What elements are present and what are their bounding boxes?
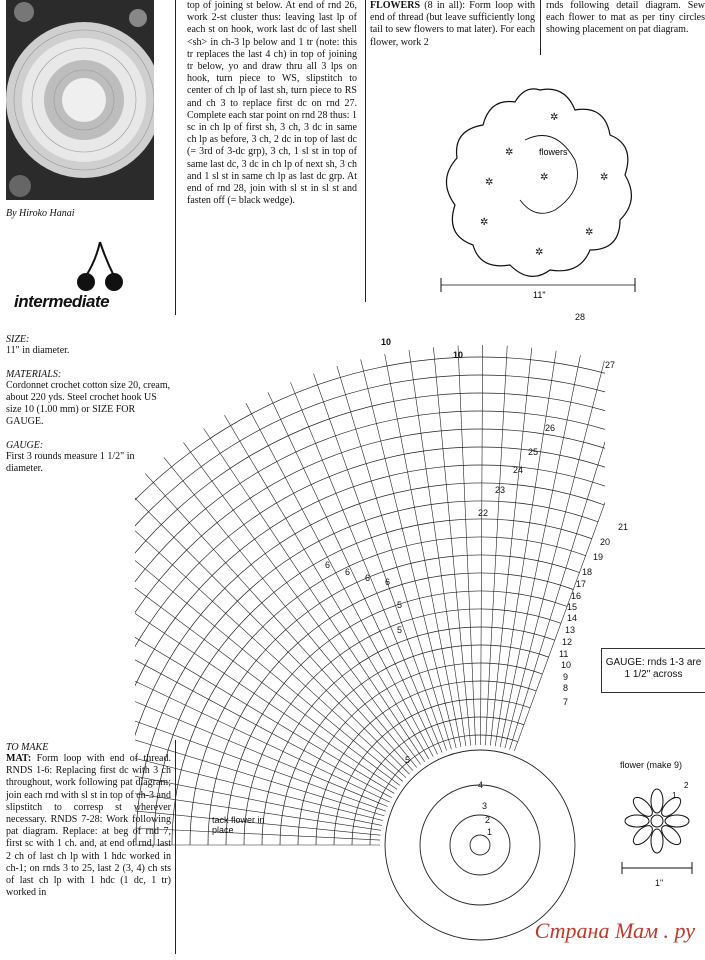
flowers-count: (8 in all): [424, 0, 466, 11]
placement-diagram [435, 80, 645, 305]
column-rule-2 [365, 0, 366, 302]
inner-label-10b: 10 [453, 350, 464, 360]
round-label-25: 25 [528, 447, 539, 457]
watermark: Страна Мам . ру [534, 918, 695, 943]
flower-detail-diagram [612, 776, 702, 881]
pattern-stitch-ray [135, 491, 409, 775]
flowers-block [370, 0, 535, 49]
pattern-round-arc [316, 681, 536, 845]
round-label-11: 11 [559, 649, 569, 659]
flower-detail-label: flower (make 9) [620, 760, 683, 770]
inner-label-4: 4 [478, 780, 484, 790]
mat-label: MAT: [6, 753, 32, 764]
inner-label-6b: 6 [345, 567, 351, 577]
round-label-8: 8 [563, 683, 569, 693]
pattern-stitch-ray [135, 676, 386, 811]
pattern-stitch-ray [135, 546, 403, 785]
byline: By Hiroko Hanai [6, 208, 75, 219]
size-heading: SIZE: [6, 334, 30, 345]
round-label-12: 12 [562, 637, 573, 647]
flower-petal [665, 815, 689, 827]
doily-photo-art [6, 0, 154, 200]
svg-text:✲: ✲ [540, 172, 549, 183]
round-label-28: 28 [575, 312, 586, 322]
instructions-column: top of joining st below. At end of rnd 26, work 2-st cluster thus: leaving last lp of each st on hook, work last dc of last shell <sh> in ch-3 lp below and 1 tr (note: this tr replaces the last 4 ch) in top of joining tr below, yo and draw thru all 3 lps on hook, turn piece to WS, slipstitch to center of ch lp of last sh, turn piece to RS and ch 3 to replace first dc on rnd 27. Complete each star point on rnd 28 thus: 1 sc in ch lp of first sh, 3 ch, 3 dc in same ch lp as before, 3 ch, 2 dc in top of last dc (= 3rd of 3-dc grp), 3 ch, 1 sl st in top of same last dc, 3 dc in ch lp of next sh, 3 ch and 1 sl st in same ch lp as last dc grp. At end of rnd 28, join with sl st in sl st and fasten off (= black wedge). [187, 0, 357, 207]
round-label-17: 17 [576, 579, 587, 589]
round-label-9: 9 [563, 672, 569, 682]
round-label-19: 19 [593, 552, 604, 562]
round-label-27: 27 [605, 360, 616, 370]
column-rule-1 [175, 0, 176, 315]
inner-label-6a: 6 [325, 560, 331, 570]
svg-text:✲: ✲ [535, 247, 544, 258]
pattern-stitch-ray [495, 351, 556, 746]
pattern-stitch-ray [224, 415, 428, 759]
pattern-stitch-ray [500, 355, 580, 747]
pattern-stitch-ray [183, 442, 420, 764]
svg-text:✲: ✲ [485, 177, 494, 188]
svg-text:✲: ✲ [585, 227, 594, 238]
flower-petal [651, 789, 663, 813]
flowers-body: Form loop with end of thread (but leave sufficiently long tail to sew flowers to mat later). For each flower, work 2 [370, 0, 536, 48]
flower-petal [625, 815, 649, 827]
materials-body: Cordonnet crochet cotton size 20, cream, about 220 yds. Steel crochet hook US size 10 (1.00 mm) or SIZE FOR GAUGE. [6, 380, 171, 427]
flowers-label: flowers [539, 147, 568, 157]
round-label-21: 21 [618, 522, 629, 532]
round-label-10: 10 [561, 660, 572, 670]
round-label-16: 16 [571, 591, 582, 601]
flower-petal [651, 829, 663, 853]
pattern-stitch-ray [135, 587, 394, 793]
svg-text:✲: ✲ [480, 217, 489, 228]
pattern-round-arc [136, 501, 598, 845]
flower-round-2: 2 [684, 781, 689, 790]
pattern-stitch-ray [505, 361, 605, 748]
pattern-round-arc [135, 357, 605, 845]
inner-label-3: 3 [482, 801, 488, 811]
pattern-round-arc [135, 447, 605, 845]
svg-text:✲: ✲ [600, 172, 609, 183]
pattern-stitch-ray [290, 382, 442, 752]
round-label-13: 13 [565, 625, 576, 635]
pattern-stitch-ray [135, 747, 382, 825]
pattern-stitch-ray [135, 609, 392, 798]
round-label-18: 18 [582, 567, 593, 577]
round-label-20: 20 [600, 537, 611, 547]
pattern-stitch-ray [385, 354, 461, 747]
gauge-note-box: GAUGE: rnds 1-3 are 1 1/2" across [601, 648, 705, 693]
round-label-26: 26 [545, 423, 556, 433]
round-label-23: 23 [495, 485, 506, 495]
round-label-15: 15 [567, 602, 578, 612]
inner-label-10a: 10 [381, 337, 392, 347]
inner-label-5c: 5 [405, 755, 411, 765]
svg-text:✲: ✲ [550, 112, 559, 123]
difficulty-level: intermediate [14, 292, 110, 311]
round-label-22: 22 [478, 508, 489, 518]
round-label-14: 14 [567, 613, 578, 623]
inner-label-5b: 5 [397, 625, 403, 635]
flower-detail-dimension: 1" [655, 878, 664, 888]
placement-dimension: 11" [533, 290, 546, 300]
inner-label-2: 2 [485, 815, 491, 825]
to-make-text: Form loop with end of thread. RNDS 1-6: Replacing first dc with 3 ch throughout, work following pat diagram; join each rnd with sl st in top of ch-3 and slipstitch to corresp st wherever necessary. RNDS 7-28: Work following pat diagram. Replace: at beg of rnd 7, first sc with 1 ch. and, at end of rnd, last 2 ch of last ch lp with 1 hdc worked in ch-1; on rnds 3 to 25, last 2 (3, 4) ch sts of last ch lp with 1 hdc (1 dc, 1 tr) worked in [6, 753, 171, 899]
tack-flower-note: tack flower in place [212, 815, 265, 835]
inner-label-5a: 5 [397, 600, 403, 610]
flower-round-1: 1 [672, 791, 677, 800]
gauge-body: First 3 rounds measure 1 1/2" in diameter. [6, 451, 135, 474]
pattern-stitch-ray [433, 347, 470, 745]
to-make-heading: TO MAKE [6, 742, 49, 753]
gauge-heading: GAUGE: [6, 440, 44, 451]
pattern-stitch-ray [135, 508, 406, 777]
right-column-text: rnds following detail diagram. Sew each flower to mat as per tiny circles showing placement on pat diagram. [546, 0, 705, 36]
round-label-7: 7 [563, 697, 569, 707]
pattern-round-arc [244, 609, 561, 845]
inner-label-6d: 6 [385, 577, 391, 587]
doily-photo [6, 0, 154, 200]
pattern-stitch-ray [481, 345, 483, 745]
flowers-heading: FLOWERS [370, 0, 421, 11]
svg-text:✲: ✲ [505, 147, 514, 158]
inner-label-1: 1 [487, 827, 493, 837]
pattern-round-arc [135, 483, 604, 845]
pattern-round-arc [135, 465, 605, 845]
column-rule-3 [540, 0, 541, 55]
size-body: 11" in diameter. [6, 345, 70, 356]
pattern-stitch-ray [337, 366, 451, 749]
inner-label-6c: 6 [365, 573, 371, 583]
round-label-24: 24 [513, 465, 524, 475]
pattern-stitch-ray [135, 527, 403, 781]
pattern-stitch-ray [458, 345, 476, 745]
pattern-stitch-ray [361, 359, 456, 747]
pattern-round-arc [208, 573, 576, 845]
materials-heading: MATERIALS: [6, 369, 62, 380]
